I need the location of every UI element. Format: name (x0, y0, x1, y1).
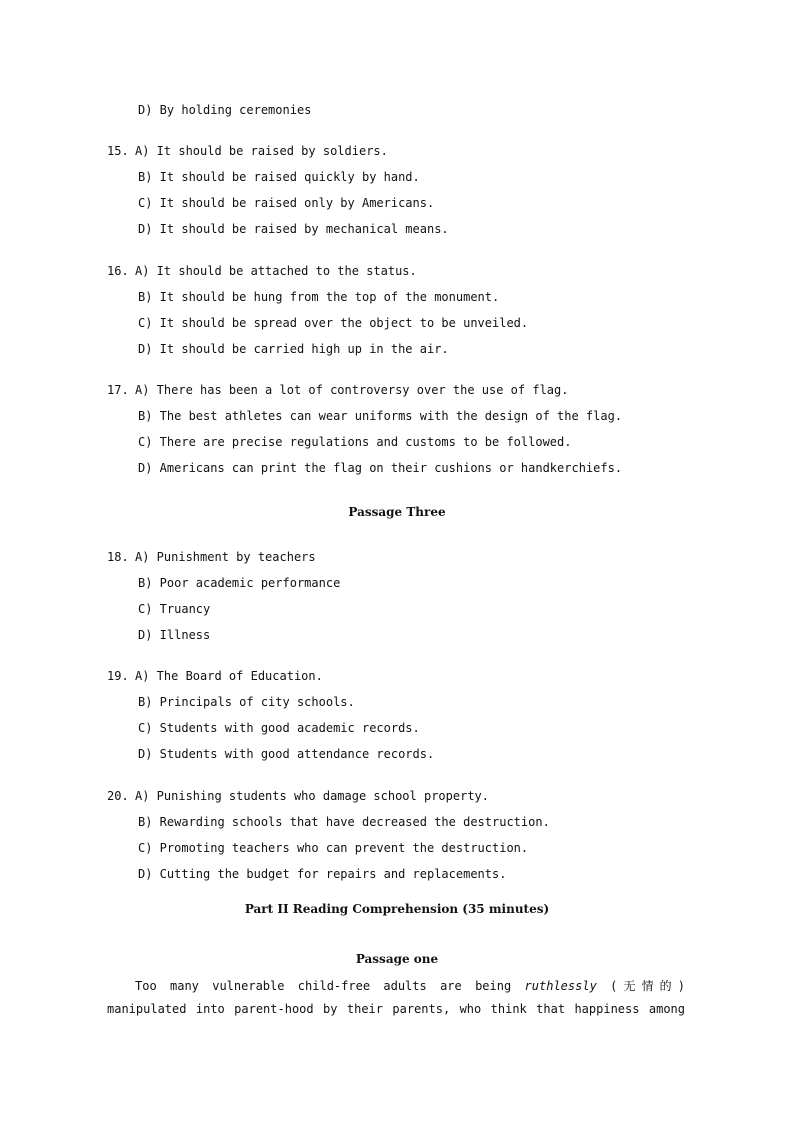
option-c: C) It should be raised only by Americans. (138, 196, 435, 210)
paragraph-text: Too many vulnerable child-free adults are being (135, 979, 512, 993)
option-a: A) There has been a lot of controversy over the use of flag. (135, 383, 569, 397)
italic-word: ruthlessly (524, 979, 597, 993)
option-d: D) It should be carried high up in the air. (138, 342, 449, 356)
question-number: 15. (107, 144, 129, 158)
option-c: C) It should be spread over the object to be unveiled. (138, 316, 529, 330)
option-d: D) Cutting the budget for repairs and replacements. (138, 867, 507, 881)
option-b: B) The best athletes can wear uniforms with the design of the flag. (138, 409, 623, 423)
option-b: B) It should be hung from the top of the monument. (138, 290, 500, 304)
option-b: B) Rewarding schools that have decreased the destruction. (138, 815, 550, 829)
option-d: D) Americans can print the flag on their cushions or handkerchiefs. (138, 461, 623, 475)
option-c: C) Promoting teachers who can prevent the destruction. (138, 841, 529, 855)
option-a: A) The Board of Education. (135, 669, 323, 683)
option-b: B) Poor academic performance (138, 576, 341, 590)
section-heading-passage-one: Passage one (355, 952, 439, 966)
option-c: C) Truancy (138, 602, 211, 616)
option-14-d: D) By holding ceremonies (138, 103, 312, 117)
option-a: A) Punishment by teachers (135, 550, 316, 564)
passage-paragraph-line-2: manipulated into parent-hood by their parents, who think that happiness among (107, 1002, 685, 1016)
gloss-text: (无情的) (610, 979, 686, 993)
section-heading-part-two: Part II Reading Comprehension (35 minutes) (244, 902, 550, 916)
question-number: 17. (107, 383, 129, 397)
option-c: C) There are precise regulations and customs to be followed. (138, 435, 572, 449)
option-a: A) It should be raised by soldiers. (135, 144, 388, 158)
question-number: 18. (107, 550, 129, 564)
passage-paragraph-line-1 (107, 975, 685, 998)
option-d: D) Illness (138, 628, 211, 642)
section-heading-passage-three: Passage Three (348, 505, 446, 519)
option-d: D) It should be raised by mechanical means. (138, 222, 449, 236)
option-b: B) Principals of city schools. (138, 695, 355, 709)
option-b: B) It should be raised quickly by hand. (138, 170, 420, 184)
question-number: 16. (107, 264, 129, 278)
question-number: 19. (107, 669, 129, 683)
option-a: A) It should be attached to the status. (135, 264, 417, 278)
option-c: C) Students with good academic records. (138, 721, 420, 735)
question-number: 20. (107, 789, 129, 803)
option-d: D) Students with good attendance records. (138, 747, 435, 761)
option-a: A) Punishing students who damage school property. (135, 789, 490, 803)
